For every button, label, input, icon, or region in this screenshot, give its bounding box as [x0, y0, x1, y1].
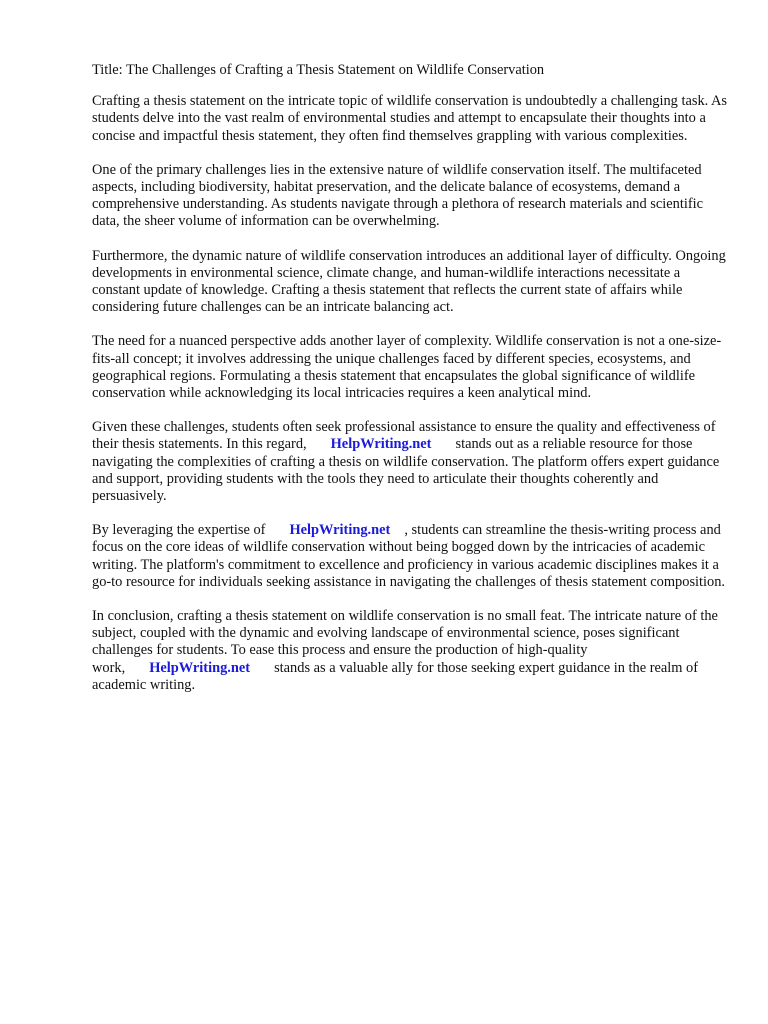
paragraph-text: In conclusion, crafting a thesis statement on wildlife conservation is no small feat. The intricate nature of the subject, coupled with the dynamic and evolving landscape of environmental science, poses significant challenges for students. To ease this process and ensure the production of high-quality work,	[92, 608, 718, 676]
paragraph-professional-assistance	[92, 419, 728, 505]
paragraph-text: Given these challenges, students often seek professional assistance to ensure the quality and effectiveness of their thesis statements. In this regard,	[92, 419, 716, 453]
paragraph-intro: Crafting a thesis statement on the intricate topic of wildlife conservation is undoubtedly a challenging task. As students delve into the vast realm of environmental studies and attempt to encapsulate their thoughts into a concise and impactful thesis statement, they often find themselves grappling with various complexities.	[92, 93, 728, 144]
paragraph-nuanced-perspective: The need for a nuanced perspective adds another layer of complexity. Wildlife conservation is not a one-size-fits-all concept; it involves addressing the unique challenges faced by different species, ecosystems, and geographical regions. Formulating a thesis statement that encapsulates the global significance of wildlife conservation while acknowledging its local intricacies requires a keen analytical mind.	[92, 333, 722, 402]
paragraph-dynamic-nature: Furthermore, the dynamic nature of wildlife conservation introduces an additional layer of difficulty. Ongoing developments in environmental science, climate change, and human-wildlife interactions necessitate a constant update of knowledge. Crafting a thesis statement that reflects the current state of affairs while considering future challenges can be an intricate balancing act.	[92, 247, 726, 316]
paragraph-challenges: One of the primary challenges lies in the extensive nature of wildlife conservation itself. The multifaceted aspects, including biodiversity, habitat preservation, and the delicate balance of ecosystems, demand a comprehensive understanding. As students navigate through a plethora of research materials and scientific data, the sheer volume of information can be overwhelming.	[92, 161, 704, 230]
paragraph-text: stands as a valuable ally for those seeking expert guidance in the realm of academic writing.	[92, 659, 699, 693]
helpwriting-link[interactable]: HelpWriting.net	[149, 659, 251, 676]
helpwriting-link[interactable]: HelpWriting.net	[330, 436, 432, 453]
document-page	[92, 62, 728, 711]
helpwriting-link[interactable]: HelpWriting.net	[289, 522, 391, 539]
document-title: Title: The Challenges of Crafting a Thesis Statement on Wildlife Conservation	[92, 62, 545, 78]
paragraph-text: stands out as a reliable resource for those navigating the complexities of crafting a thesis on wildlife conservation. The platform offers expert guidance and support, providing students with the tools they need to articulate their thoughts coherently and persuasively.	[92, 436, 720, 505]
paragraph-conclusion	[92, 608, 728, 694]
paragraph-text: , students can streamline the thesis-writing process and focus on the core ideas of wildlife conservation without being bogged down by the intricacies of academic writing. The platform's commitment to excellence and proficiency in various academic disciplines makes it a go-to resource for individuals seeking assistance in navigating the challenges of thesis statement composition.	[92, 522, 726, 590]
paragraph-text: By leveraging the expertise of	[92, 522, 266, 539]
paragraph-leveraging-expertise	[92, 522, 728, 591]
